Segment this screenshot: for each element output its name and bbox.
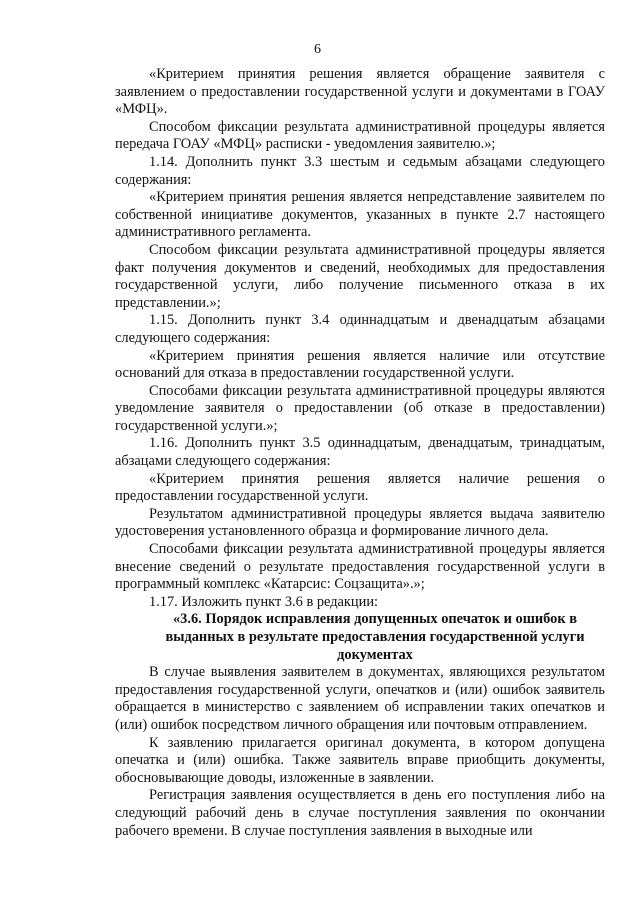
section-paragraph: Регистрация заявления осуществляется в день его поступления либо на следующий рабочий день в случае поступления заявления по окончании рабочего времени. В случае поступления заявления в выходные или — [115, 787, 605, 839]
paragraph: «Критерием принятия решения является непредставление заявителем по собственной инициативе документов, указанных в пункте 2.7 настоящего административного регламента. — [115, 189, 605, 241]
paragraph: 1.15. Дополнить пункт 3.4 одиннадцатым и двенадцатым абзацами следующего содержания: — [115, 312, 605, 346]
paragraph: 1.17. Изложить пункт 3.6 в редакции: — [149, 593, 379, 610]
section-paragraph: К заявлению прилагается оригинал документа, в котором допущена опечатка и (или) ошибка. Также заявитель вправе приобщить документы, обосновывающие доводы, изложенные в заявлении. — [115, 734, 605, 786]
paragraph: «Критерием принятия решения является наличие или отсутствие оснований для отказа в предоставлении государственной услуги. — [115, 347, 605, 382]
paragraph: Способами фиксации результата административной процедуры являются уведомление заявителя о предоставлении (об отказе в предоставлении) государственной услуги.»; — [115, 382, 605, 434]
document-body — [115, 66, 605, 840]
section-paragraph: В случае выявления заявителем в документах, являющихся результатом предоставления государственной услуги, опечатков и (или) ошибок заявитель обращается в министерство с заявлением об исправлении таких опечатков и (или) ошибок посредством личного обращения или почтовым отправлением. — [115, 664, 605, 733]
paragraph: Способом фиксации результата административной процедуры является факт получения документов и сведений, необходимых для предоставления государственной услуги, либо получение письменного отказа в их представлении.»; — [115, 241, 605, 311]
section-heading: «3.6. Порядок исправления допущенных опечаток и ошибок в выданных в результате предоставления государственной услуги документах — [165, 611, 585, 663]
page-number: 6 — [314, 42, 321, 57]
paragraph: «Критерием принятия решения является обращение заявителя с заявлением о предоставлении государственной услуги и документами в ГОАУ «МФЦ». — [115, 66, 605, 118]
paragraph: Результатом административной процедуры является выдача заявителю удостоверения установленного образца и формирование личного дела. — [115, 505, 605, 540]
paragraph: Способами фиксации результата административной процедуры является внесение сведений о результате предоставления государственной услуги в программный комплекс «Катарсис: Соцзащита».»; — [115, 541, 605, 593]
paragraph: «Критерием принятия решения является наличие решения о предоставлении государственной услуги. — [115, 470, 605, 505]
paragraph: Способом фиксации результата административной процедуры является передача ГОАУ «МФЦ» расписки - уведомления заявителю.»; — [115, 118, 605, 153]
paragraph: 1.14. Дополнить пункт 3.3 шестым и седьмым абзацами следующего содержания: — [115, 153, 605, 188]
paragraph: 1.16. Дополнить пункт 3.5 одиннадцатым, двенадцатым, тринадцатым, абзацами следующего содержания: — [115, 435, 605, 470]
